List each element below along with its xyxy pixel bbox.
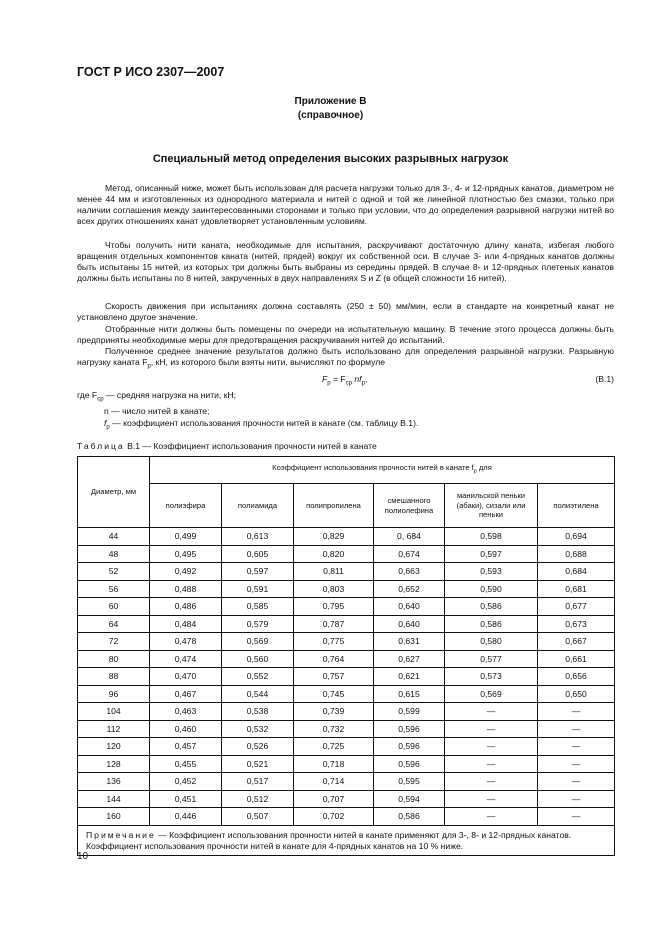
table-caption: Таблица В.1 — Коэффициент использования прочности нитей в канате: [77, 441, 377, 451]
cell-coefficient: 0,484: [150, 615, 222, 633]
table-row: [78, 668, 615, 686]
cell-coefficient: 0,591: [222, 580, 294, 598]
cell-coefficient: 0,631: [374, 633, 445, 651]
cell-coefficient: 0,615: [374, 685, 445, 703]
cell-coefficient: 0,598: [445, 528, 538, 546]
formula-b1: [77, 374, 614, 386]
cell-coefficient: 0,594: [374, 790, 445, 808]
cell-diameter: 128: [78, 755, 150, 773]
paragraph-3: Скорость движения при испытаниях должна составлять (250 ± 50) мм/мин, если в стандарте на конкретный канат не установлено другое значение.: [77, 301, 614, 323]
cell-coefficient: 0,640: [374, 598, 445, 616]
cell-coefficient: 0,688: [538, 545, 615, 563]
cell-coefficient: 0,718: [294, 755, 374, 773]
cell-coefficient: 0,595: [374, 773, 445, 791]
cell-coefficient: 0,650: [538, 685, 615, 703]
cell-coefficient: 0,677: [538, 598, 615, 616]
header-diameter: Диаметр, мм: [78, 457, 150, 528]
header-col-2: полиамида: [222, 484, 294, 528]
table-row: [78, 703, 615, 721]
cell-coefficient: 0,452: [150, 773, 222, 791]
cell-coefficient: 0,596: [374, 720, 445, 738]
cell-coefficient: 0,745: [294, 685, 374, 703]
cell-coefficient: 0,673: [538, 615, 615, 633]
header-col-4: смешанного полиолефина: [374, 484, 445, 528]
table-row: [78, 773, 615, 791]
cell-diameter: 72: [78, 633, 150, 651]
paragraph-5-text: Полученное среднее значение результатов должно быть использовано для определения разрывной нагрузки. Разрывную нагрузку каната F: [77, 346, 614, 368]
cell-coefficient: 0,463: [150, 703, 222, 721]
cell-coefficient: 0,569: [222, 633, 294, 651]
table-row: [78, 580, 615, 598]
cell-coefficient: —: [445, 738, 538, 756]
cell-coefficient: —: [445, 773, 538, 791]
cell-coefficient: —: [445, 808, 538, 826]
cell-diameter: 52: [78, 563, 150, 581]
cell-diameter: 60: [78, 598, 150, 616]
table-row: [78, 563, 615, 581]
cell-diameter: 160: [78, 808, 150, 826]
cell-coefficient: 0,593: [445, 563, 538, 581]
cell-coefficient: 0,640: [374, 615, 445, 633]
cell-diameter: 136: [78, 773, 150, 791]
page-number: 10: [77, 851, 89, 862]
header-col-1: полиэфира: [150, 484, 222, 528]
cell-coefficient: 0,470: [150, 668, 222, 686]
cell-coefficient: 0,573: [445, 668, 538, 686]
cell-coefficient: 0,674: [374, 545, 445, 563]
cell-diameter: 64: [78, 615, 150, 633]
table-row: [78, 685, 615, 703]
cell-coefficient: 0,714: [294, 773, 374, 791]
cell-coefficient: —: [538, 738, 615, 756]
cell-coefficient: 0,681: [538, 580, 615, 598]
cell-coefficient: 0,795: [294, 598, 374, 616]
section-title: Специальный метод определения высоких разрывных нагрузок: [152, 153, 509, 165]
table-row: [78, 738, 615, 756]
table-row: [78, 720, 615, 738]
table-row: [78, 755, 615, 773]
cell-coefficient: 0,526: [222, 738, 294, 756]
cell-coefficient: 0,474: [150, 650, 222, 668]
cell-coefficient: 0,605: [222, 545, 294, 563]
cell-coefficient: 0,596: [374, 738, 445, 756]
cell-coefficient: —: [445, 755, 538, 773]
cell-coefficient: 0,590: [445, 580, 538, 598]
cell-coefficient: 0,613: [222, 528, 294, 546]
cell-coefficient: 0,803: [294, 580, 374, 598]
cell-coefficient: 0,829: [294, 528, 374, 546]
cell-coefficient: 0,599: [374, 703, 445, 721]
data-table: [77, 456, 615, 856]
cell-coefficient: 0,569: [445, 685, 538, 703]
paragraph-2: Чтобы получить нити каната, необходимые для испытания, раскручивают достаточную длину каната, избегая любого вращения отдельных компонентов каната (нитей, прядей) вокруг их собственной оси. В случае 3- или 4-прядных канатов должны быть испытаны 15 нитей, из которых три должны быть выбраны из середины прядей. В случае 8- и 12-прядных плетеных канатов должны быть испытаны по 8 нитей, закрученных в двух направлениях S и Z (в общей сложности 16 нитей).: [77, 240, 614, 284]
cell-coefficient: 0,586: [374, 808, 445, 826]
definition-fp: $f_р$ — коэффициент использования прочности нитей в канате (см. таблицу В.1).: [104, 417, 419, 431]
cell-coefficient: 0,544: [222, 685, 294, 703]
cell-coefficient: 0,451: [150, 790, 222, 808]
cell-coefficient: —: [445, 790, 538, 808]
cell-diameter: 120: [78, 738, 150, 756]
cell-coefficient: 0,621: [374, 668, 445, 686]
cell-coefficient: —: [538, 720, 615, 738]
table-row: [78, 528, 615, 546]
formula-number: (B.1): [595, 374, 614, 384]
header-col-5: манильской пеньки (абаки), сизали или пеньки: [445, 484, 538, 528]
cell-coefficient: 0,656: [538, 668, 615, 686]
table-row: [78, 545, 615, 563]
cell-coefficient: 0,694: [538, 528, 615, 546]
cell-coefficient: 0,725: [294, 738, 374, 756]
cell-coefficient: 0,499: [150, 528, 222, 546]
cell-coefficient: —: [538, 790, 615, 808]
table-row: [78, 615, 615, 633]
table-row: [78, 650, 615, 668]
cell-coefficient: 0,652: [374, 580, 445, 598]
cell-coefficient: 0,667: [538, 633, 615, 651]
cell-diameter: 144: [78, 790, 150, 808]
cell-coefficient: 0,512: [222, 790, 294, 808]
cell-coefficient: 0,764: [294, 650, 374, 668]
cell-diameter: 104: [78, 703, 150, 721]
table-row: [78, 598, 615, 616]
cell-diameter: 48: [78, 545, 150, 563]
definition-fcp: где $F_{ср}$ — средняя нагрузка на нити, кН;: [77, 390, 237, 403]
cell-coefficient: 0,467: [150, 685, 222, 703]
cell-coefficient: 0,478: [150, 633, 222, 651]
cell-coefficient: —: [538, 703, 615, 721]
cell-coefficient: 0,552: [222, 668, 294, 686]
table-row: [78, 808, 615, 826]
definition-n: n — число нитей в канате;: [104, 406, 210, 417]
cell-coefficient: 0,538: [222, 703, 294, 721]
cell-coefficient: 0,585: [222, 598, 294, 616]
header-coefficient-group: Коэффициент использования прочности нитей в канате $f_р$ для: [150, 457, 615, 484]
cell-coefficient: 0,577: [445, 650, 538, 668]
cell-coefficient: 0,627: [374, 650, 445, 668]
paragraph-4: Отобранные нити должны быть помещены по очереди на испытательную машину. В течение этого процесса должны быть предприняты необходимые меры для предотвращения раскручивания нитей до испытаний.: [77, 324, 614, 346]
cell-coefficient: 0,488: [150, 580, 222, 598]
cell-coefficient: 0,663: [374, 563, 445, 581]
document-header: ГОСТ Р ИСО 2307—2007: [77, 65, 225, 79]
table-row: [78, 790, 615, 808]
cell-coefficient: 0,684: [538, 563, 615, 581]
cell-coefficient: 0,532: [222, 720, 294, 738]
annex-subtitle: (справочное): [297, 110, 364, 121]
cell-coefficient: 0,486: [150, 598, 222, 616]
header-col-6: полиэтилена: [538, 484, 615, 528]
table-note: Примечание — Коэффициент использования прочности нитей в канате применяют для 3-, 8- и 12-прядных канатов. Коэффициент использования прочности нитей в канате для 4-прядных канатов на 10 % ниже.: [78, 825, 615, 855]
cell-coefficient: 0,560: [222, 650, 294, 668]
cell-coefficient: 0,820: [294, 545, 374, 563]
cell-diameter: 80: [78, 650, 150, 668]
cell-diameter: 44: [78, 528, 150, 546]
cell-coefficient: 0,586: [445, 598, 538, 616]
cell-coefficient: 0,757: [294, 668, 374, 686]
cell-diameter: 56: [78, 580, 150, 598]
cell-coefficient: —: [445, 703, 538, 721]
cell-coefficient: 0,579: [222, 615, 294, 633]
cell-coefficient: 0,521: [222, 755, 294, 773]
definitions: [77, 390, 418, 434]
table-row: [78, 633, 615, 651]
cell-coefficient: 0,446: [150, 808, 222, 826]
cell-coefficient: 0,661: [538, 650, 615, 668]
cell-coefficient: 0,702: [294, 808, 374, 826]
cell-coefficient: —: [538, 808, 615, 826]
cell-coefficient: 0,775: [294, 633, 374, 651]
cell-coefficient: 0,495: [150, 545, 222, 563]
cell-diameter: 88: [78, 668, 150, 686]
paragraph-5-rest: , кН, из которого были взяты нити, вычисляют по формуле: [150, 357, 386, 368]
cell-coefficient: 0,517: [222, 773, 294, 791]
cell-coefficient: 0,507: [222, 808, 294, 826]
cell-coefficient: 0,597: [445, 545, 538, 563]
cell-coefficient: 0,580: [445, 633, 538, 651]
cell-coefficient: 0,811: [294, 563, 374, 581]
paragraph-5-sub: р: [147, 363, 151, 370]
cell-coefficient: 0,457: [150, 738, 222, 756]
cell-coefficient: 0, 684: [374, 528, 445, 546]
cell-coefficient: 0,597: [222, 563, 294, 581]
cell-coefficient: 0,492: [150, 563, 222, 581]
cell-coefficient: 0,596: [374, 755, 445, 773]
cell-coefficient: 0,455: [150, 755, 222, 773]
cell-coefficient: 0,787: [294, 615, 374, 633]
cell-coefficient: 0,732: [294, 720, 374, 738]
formula-expression: $F_р = F_{ср}$ $nf_р$,: [322, 374, 368, 387]
cell-coefficient: 0,707: [294, 790, 374, 808]
cell-coefficient: —: [538, 773, 615, 791]
cell-coefficient: 0,460: [150, 720, 222, 738]
cell-coefficient: —: [445, 720, 538, 738]
annex-title: Приложение В: [294, 96, 367, 107]
paragraph-1: Метод, описанный ниже, может быть использован для расчета нагрузки только для 3-, 4- и 12-прядных канатов, диаметром не менее 44 мм и изготовленных из однородного материала и нитей с одной и той же линейной плотностью без смазки, только при наличии соглашения между заинтересованными сторонами и только при условии, что до определения разрывной нагрузки нитей во всех других отношениях канат удовлетворяет установленным условиям.: [77, 183, 614, 227]
paragraph-5: [77, 346, 614, 373]
cell-coefficient: —: [538, 755, 615, 773]
cell-coefficient: 0,739: [294, 703, 374, 721]
cell-diameter: 96: [78, 685, 150, 703]
cell-diameter: 112: [78, 720, 150, 738]
cell-coefficient: 0,586: [445, 615, 538, 633]
header-col-3: полипропилена: [294, 484, 374, 528]
